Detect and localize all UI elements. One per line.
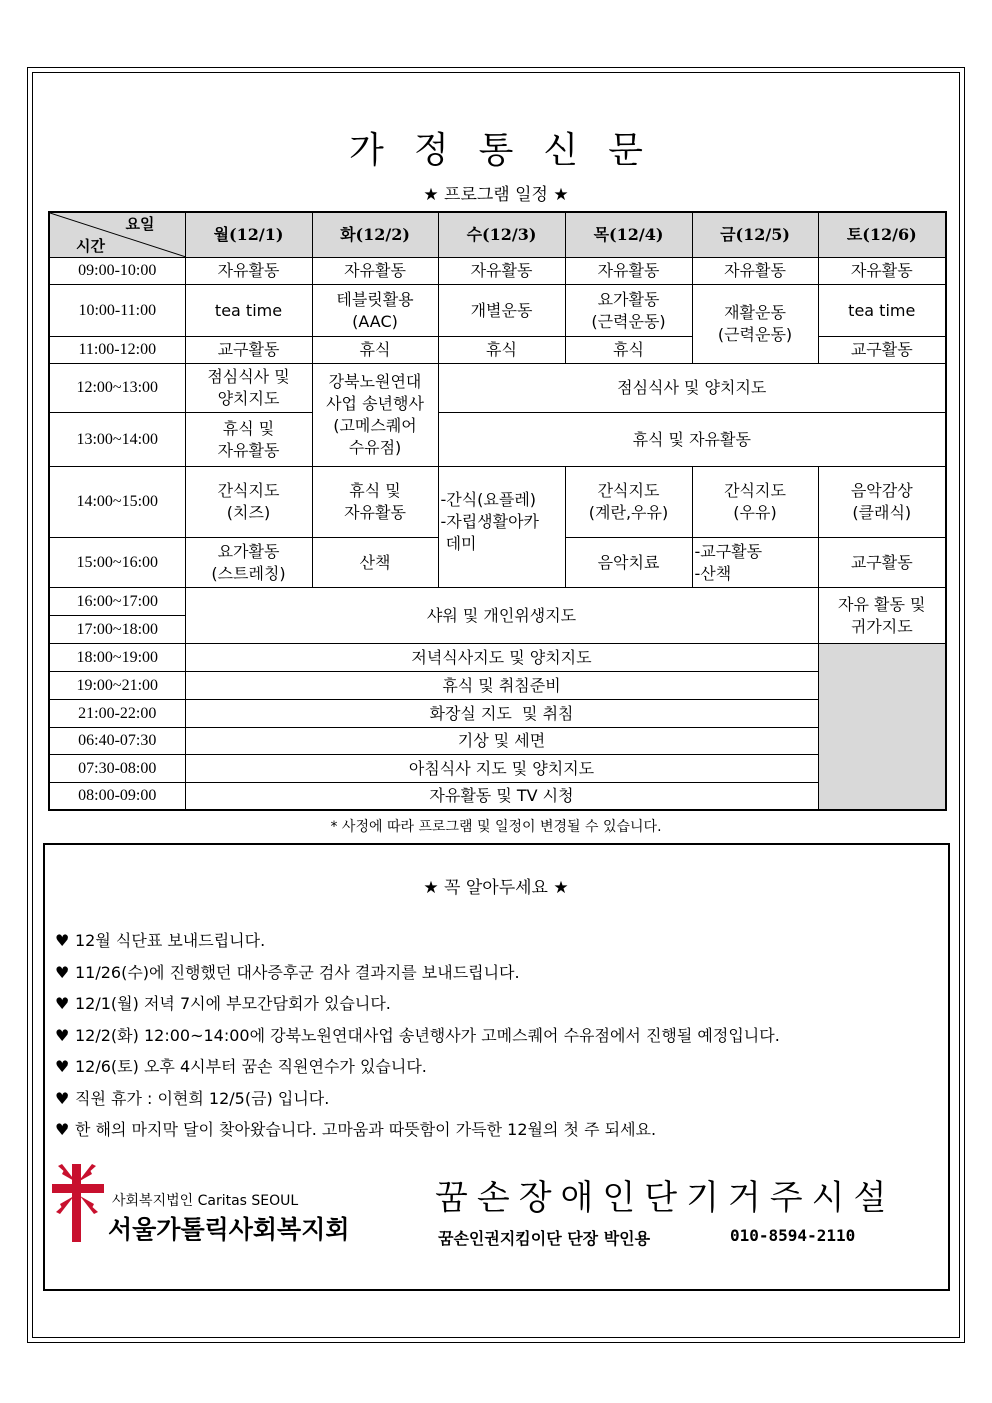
table-row	[49, 364, 946, 413]
table-row	[49, 467, 946, 538]
time-cell: 19:00~21:00	[49, 672, 185, 700]
corner-header	[49, 212, 185, 258]
schedule-cell: 샤워 및 개인위생지도	[185, 588, 818, 644]
table-row	[49, 672, 946, 700]
notice-text: 12/2(화) 12:00~14:00에 강북노원연대사업 송년행사가 고메스퀘어 수유점에서 진행될 예정입니다.	[75, 1025, 780, 1045]
heart-icon: ♥	[55, 1025, 70, 1045]
list-item	[55, 1085, 945, 1117]
schedule-cell: 휴식 및 자유활동	[185, 413, 312, 467]
list-item	[55, 927, 945, 959]
heart-icon: ♥	[55, 1057, 70, 1076]
schedule-cell: 점심식사 및 양치지도	[185, 364, 312, 413]
time-cell: 06:40-07:30	[49, 728, 185, 755]
header-row	[49, 212, 946, 258]
facility-name: 꿈손장애인단기거주시설	[435, 1178, 896, 1218]
diagonal-line	[50, 213, 186, 257]
schedule-cell: 강북노원연대 사업 송년행사 (고메스퀘어 수유점)	[312, 364, 438, 467]
corner-time-label: 시간	[76, 237, 105, 255]
notice-text: 직원 휴가 : 이현희 12/5(금) 입니다.	[75, 1088, 330, 1108]
day-header: 목(12/4)	[565, 212, 692, 258]
list-item	[55, 959, 945, 991]
time-cell: 18:00~19:00	[49, 644, 185, 672]
schedule-cell: 교구활동	[818, 337, 946, 364]
schedule-cell: 산책	[312, 538, 438, 588]
table-row	[49, 644, 946, 672]
time-cell: 16:00~17:00	[49, 588, 185, 616]
schedule-cell: 요가활동 (근력운동)	[565, 285, 692, 337]
schedule-cell: 자유활동	[565, 258, 692, 285]
schedule-cell: -교구활동 -산책	[692, 538, 818, 588]
schedule-cell: 아침식사 지도 및 양치지도	[185, 755, 818, 783]
notice-text: 한 해의 마지막 달이 찾아왔습니다. 고마움과 따뜻함이 가득한 12월의 첫 주 되세요.	[75, 1120, 657, 1139]
table-row	[49, 755, 946, 783]
schedule-cell: 간식지도 (우유)	[692, 467, 818, 538]
corner-day-label: 요일	[125, 215, 155, 233]
empty-shaded-cell	[818, 644, 946, 810]
schedule-cell: 점심식사 및 양치지도	[438, 364, 946, 413]
schedule-cell: 자유활동 및 TV 시청	[185, 783, 818, 810]
schedule-cell: 휴식	[438, 337, 565, 364]
notice-text: 11/26(수)에 진행했던 대사증후군 검사 결과지를 보내드립니다.	[75, 962, 520, 982]
notice-text: 12/1(월) 저녁 7시에 부모간담회가 있습니다.	[75, 994, 391, 1013]
contact-person: 꿈손인권지킴이단 단장 박인용	[438, 1229, 651, 1248]
table-row	[49, 783, 946, 810]
time-cell: 15:00~16:00	[49, 538, 185, 588]
schedule-cell: tea time	[818, 285, 946, 337]
schedule-subtitle: ★ 프로그램 일정 ★	[423, 185, 569, 205]
table-row	[49, 700, 946, 728]
schedule-cell: 음악치료	[565, 538, 692, 588]
time-cell: 14:00~15:00	[49, 467, 185, 538]
schedule-cell: 음악감상 (클래식)	[818, 467, 946, 538]
day-header: 금(12/5)	[692, 212, 818, 258]
heart-icon: ♥	[55, 994, 70, 1013]
schedule-cell: 휴식 및 취침준비	[185, 672, 818, 700]
schedule-cell: 교구활동	[818, 538, 946, 588]
schedule-cell: 테블릿활용 (AAC)	[312, 285, 438, 337]
heart-icon: ♥	[55, 931, 70, 950]
schedule-cell: 자유활동	[312, 258, 438, 285]
time-cell: 08:00-09:00	[49, 783, 185, 810]
schedule-cell: 자유활동	[438, 258, 565, 285]
list-item	[55, 1053, 945, 1085]
schedule-cell: 재활운동 (근력운동)	[692, 285, 818, 364]
notice-list	[55, 927, 945, 1148]
schedule-cell: 휴식	[565, 337, 692, 364]
schedule-cell: 자유 활동 및 귀가지도	[818, 588, 946, 644]
schedule-cell: 휴식	[312, 337, 438, 364]
notice-text: 12/6(토) 오후 4시부터 꿈손 직원연수가 있습니다.	[75, 1057, 427, 1076]
notice-box-title: ★ 꼭 알아두세요 ★	[423, 878, 569, 898]
schedule-cell: -간식(요플레) -자립생활아카 데미	[438, 467, 565, 588]
day-header: 월(12/1)	[185, 212, 312, 258]
schedule-cell: 화장실 지도 및 취침	[185, 700, 818, 728]
logo-name: 서울가톨릭사회복지회	[108, 1215, 350, 1244]
schedule-cell: 간식지도 (치즈)	[185, 467, 312, 538]
day-header: 수(12/3)	[438, 212, 565, 258]
schedule-cell: 간식지도 (계란,우유)	[565, 467, 692, 538]
page-title: 가정통신문	[349, 130, 673, 171]
schedule-cell: 자유활동	[185, 258, 312, 285]
heart-icon: ♥	[55, 962, 70, 982]
time-cell: 12:00~13:00	[49, 364, 185, 413]
schedule-cell: 자유활동	[692, 258, 818, 285]
table-row	[49, 413, 946, 467]
schedule-cell: 저녁식사지도 및 양치지도	[185, 644, 818, 672]
day-header: 화(12/2)	[312, 212, 438, 258]
schedule-table	[48, 211, 947, 811]
schedule-cell: tea time	[185, 285, 312, 337]
table-row	[49, 258, 946, 285]
schedule-cell: 개별운동	[438, 285, 565, 337]
logo-subtitle: 사회복지법인 Caritas SEOUL	[112, 1193, 299, 1209]
day-header: 토(12/6)	[818, 212, 946, 258]
time-cell: 10:00-11:00	[49, 285, 185, 337]
schedule-cell: 자유활동	[818, 258, 946, 285]
notice-text: 12월 식단표 보내드립니다.	[75, 931, 266, 950]
time-cell: 13:00~14:00	[49, 413, 185, 467]
schedule-cell: 요가활동 (스트레칭)	[185, 538, 312, 588]
schedule-cell: 교구활동	[185, 337, 312, 364]
heart-icon: ♥	[55, 1120, 70, 1139]
time-cell: 21:00-22:00	[49, 700, 185, 728]
contact-phone: 010-8594-2110	[730, 1226, 856, 1245]
table-row	[49, 588, 946, 616]
time-cell: 17:00~18:00	[49, 616, 185, 644]
heart-icon: ♥	[55, 1088, 70, 1108]
schedule-cell: 휴식 및 자유활동	[438, 413, 946, 467]
time-cell: 07:30-08:00	[49, 755, 185, 783]
time-cell: 11:00-12:00	[49, 337, 185, 364]
schedule-change-note: * 사정에 따라 프로그램 및 일정이 변경될 수 있습니다.	[330, 819, 662, 835]
time-cell: 09:00-10:00	[49, 258, 185, 285]
schedule-cell: 휴식 및 자유활동	[312, 467, 438, 538]
list-item	[55, 1116, 945, 1148]
list-item	[55, 1022, 945, 1054]
schedule-cell: 기상 및 세면	[185, 728, 818, 755]
table-row	[49, 728, 946, 755]
table-row	[49, 285, 946, 337]
list-item	[55, 990, 945, 1022]
